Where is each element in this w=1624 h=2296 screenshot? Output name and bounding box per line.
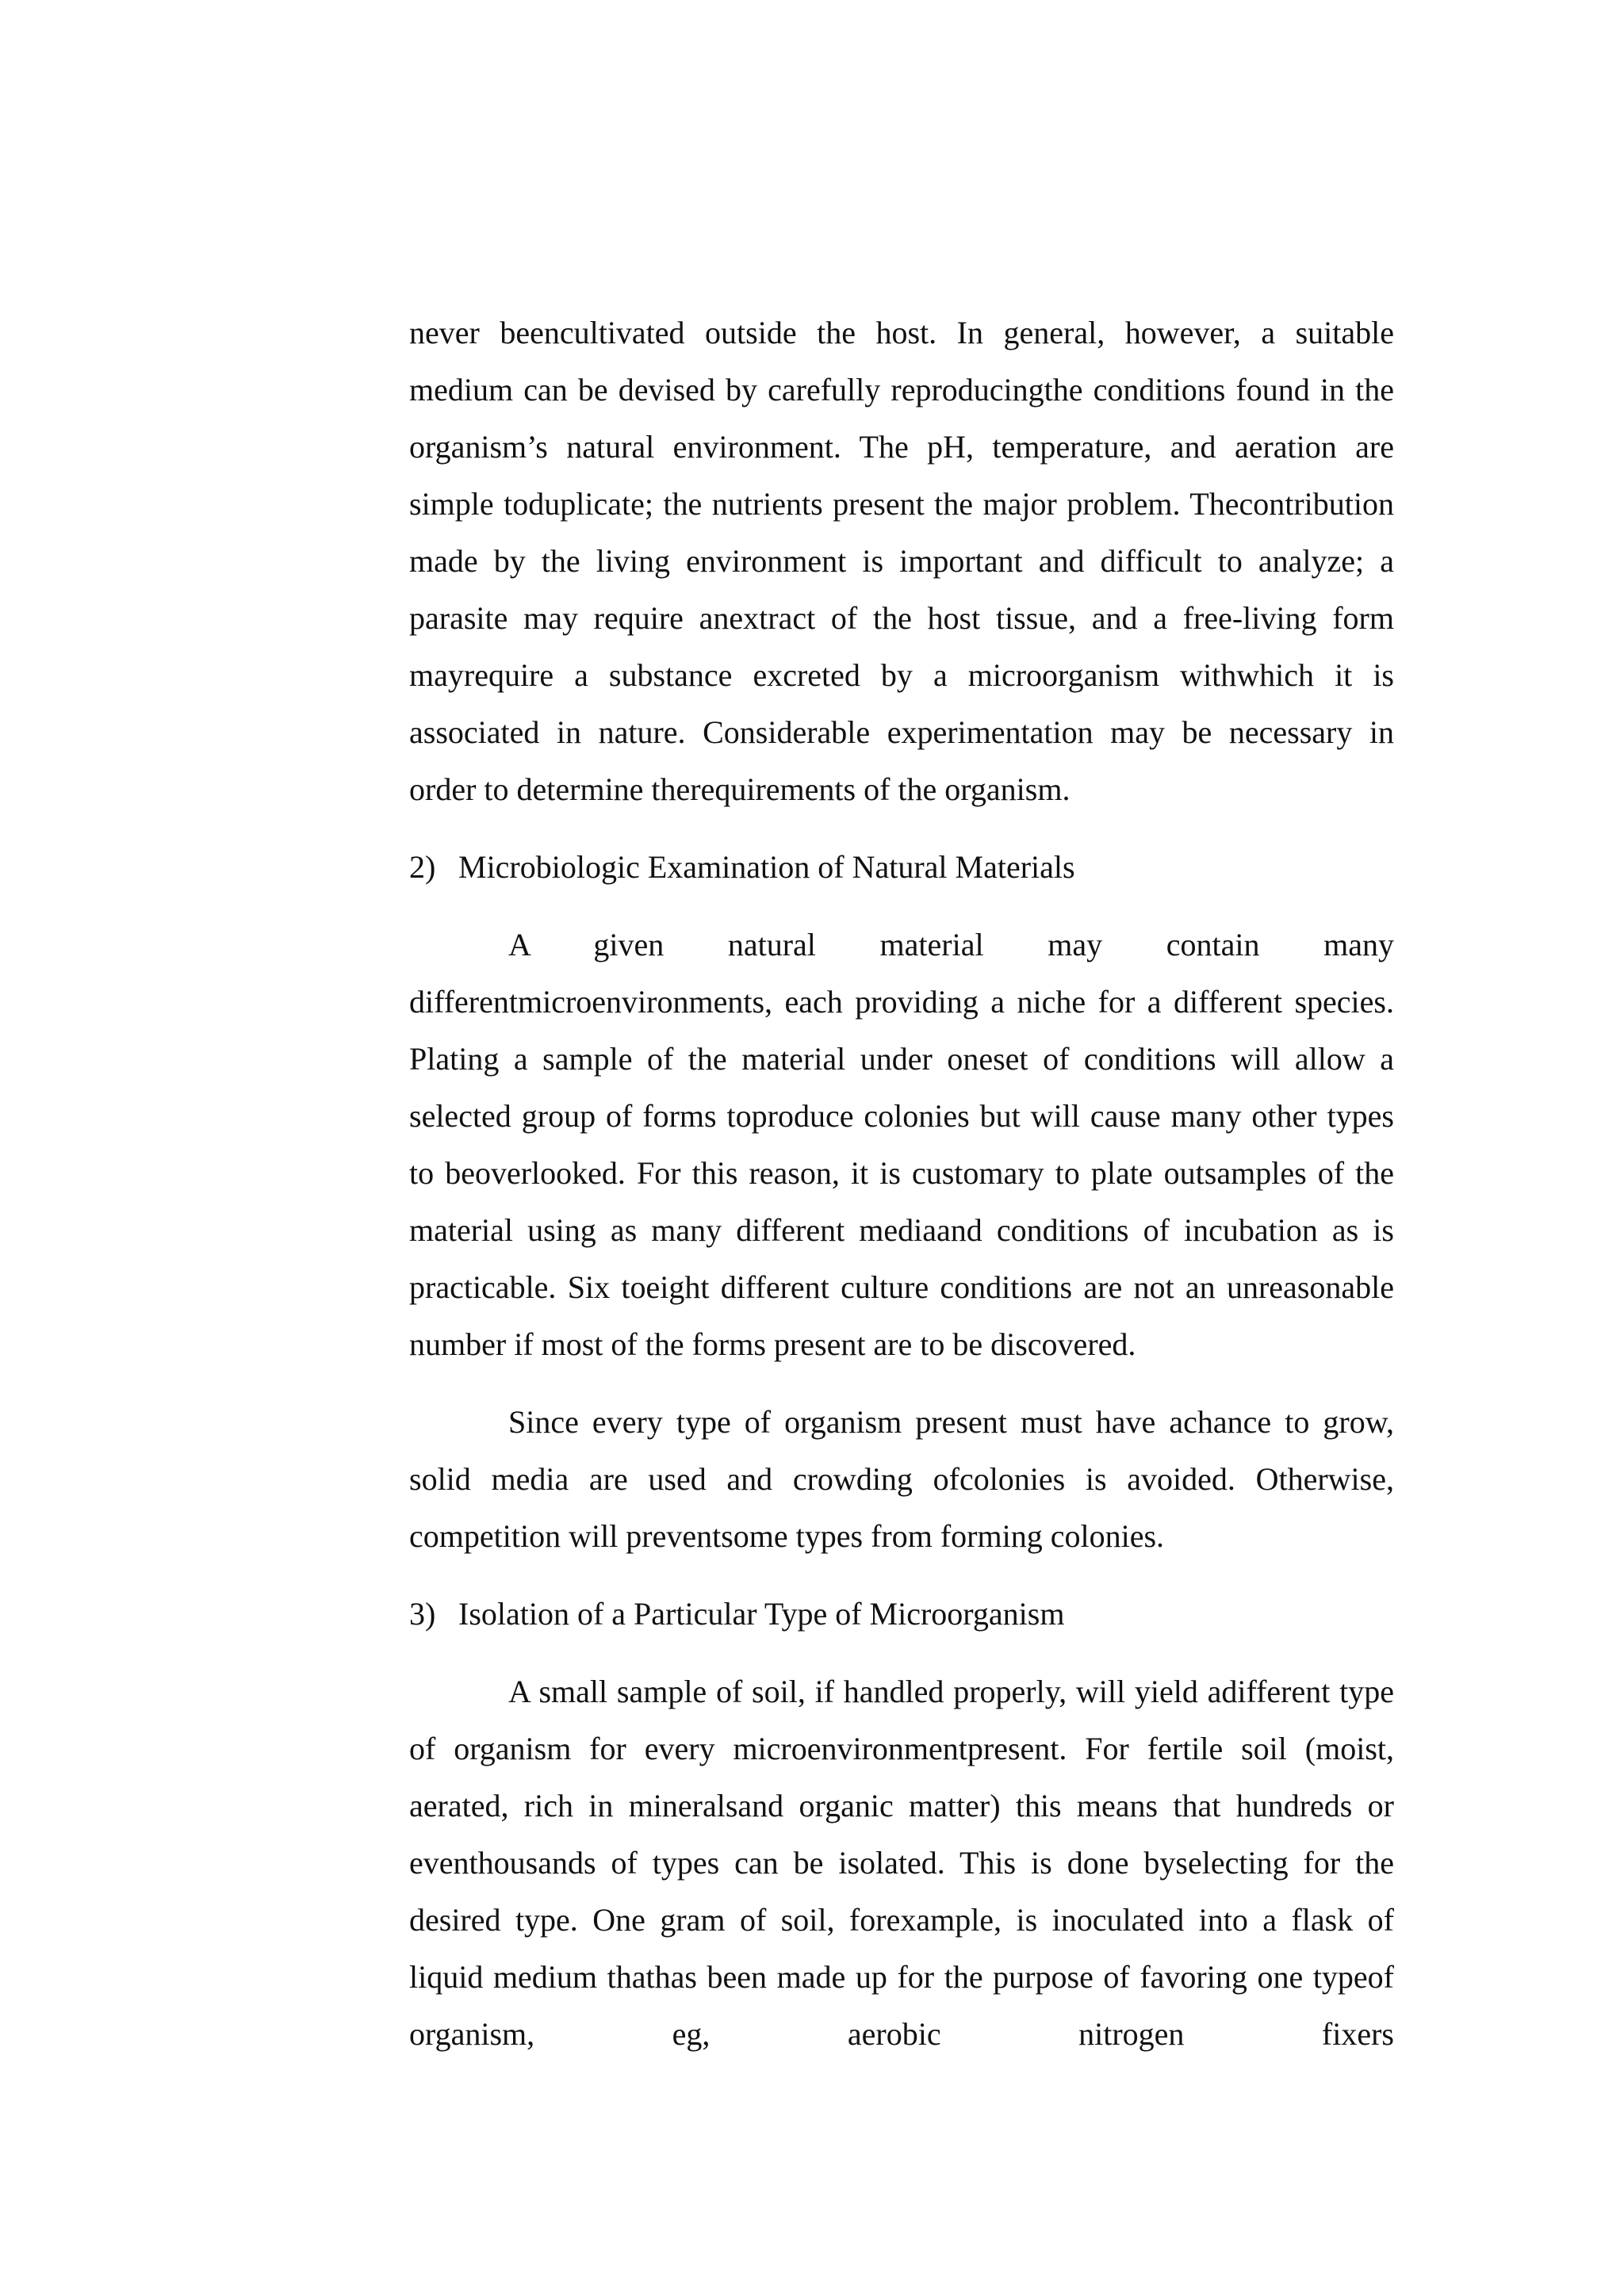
document-page bbox=[409, 304, 1394, 2063]
section-title: Isolation of a Particular Type of Microorganism bbox=[458, 1596, 1065, 1632]
paragraph-section3-1: A small sample of soil, if handled properly, will yield adifferent type of organism for every microenvironmentpresent. For fertile soil (moist, aerated, rich in mineralsand organic matter) this means that hundreds or eventhousands of types can be isolated. This is done byselecting for the desired type. One gram of soil, forexample, is inoculated into a flask of liquid medium thathas been made up for the purpose of favoring one typeof organism, eg, aerobic nitrogen fixers bbox=[409, 1674, 1394, 2052]
section-number: 2) bbox=[409, 849, 436, 885]
paragraph-section2-2: Since every type of organism present must have achance to grow, solid media are used and crowding ofcolonies is avoided. Otherwise, competition will preventsome types from forming colonies. bbox=[409, 1404, 1394, 1554]
paragraph-intro: never beencultivated outside the host. In general, however, a suitable medium can be devised by carefully reproducingthe conditions found in the organism’s natural environment. The pH, temperature, and aeration are simple toduplicate; the nutrients present the major problem. Thecontribution made by the living environment is important and difficult to analyze; a parasite may require anextract of the host tissue, and a free-living form mayrequire a substance excreted by a microorganism withwhich it is associated in nature. Considerable experimentation may be necessary in order to determine therequirements of the organism. bbox=[409, 315, 1394, 807]
section-title: Microbiologic Examination of Natural Materials bbox=[458, 849, 1075, 885]
section-heading-3 bbox=[409, 1586, 1394, 1643]
section-heading-2 bbox=[409, 839, 1394, 896]
paragraph-section2-1: A given natural material may contain many differentmicroenvironments, each providing a niche for a different species. Plating a sample of the material under oneset of conditions will allow a selected group of forms toproduce colonies but will cause many other types to beoverlooked. For this reason, it is customary to plate outsamples of the material using as many different mediaand conditions of incubation as is practicable. Six toeight different culture conditions are not an unreasonable number if most of the forms present are to be discovered. bbox=[409, 927, 1394, 1362]
section-number: 3) bbox=[409, 1596, 436, 1632]
